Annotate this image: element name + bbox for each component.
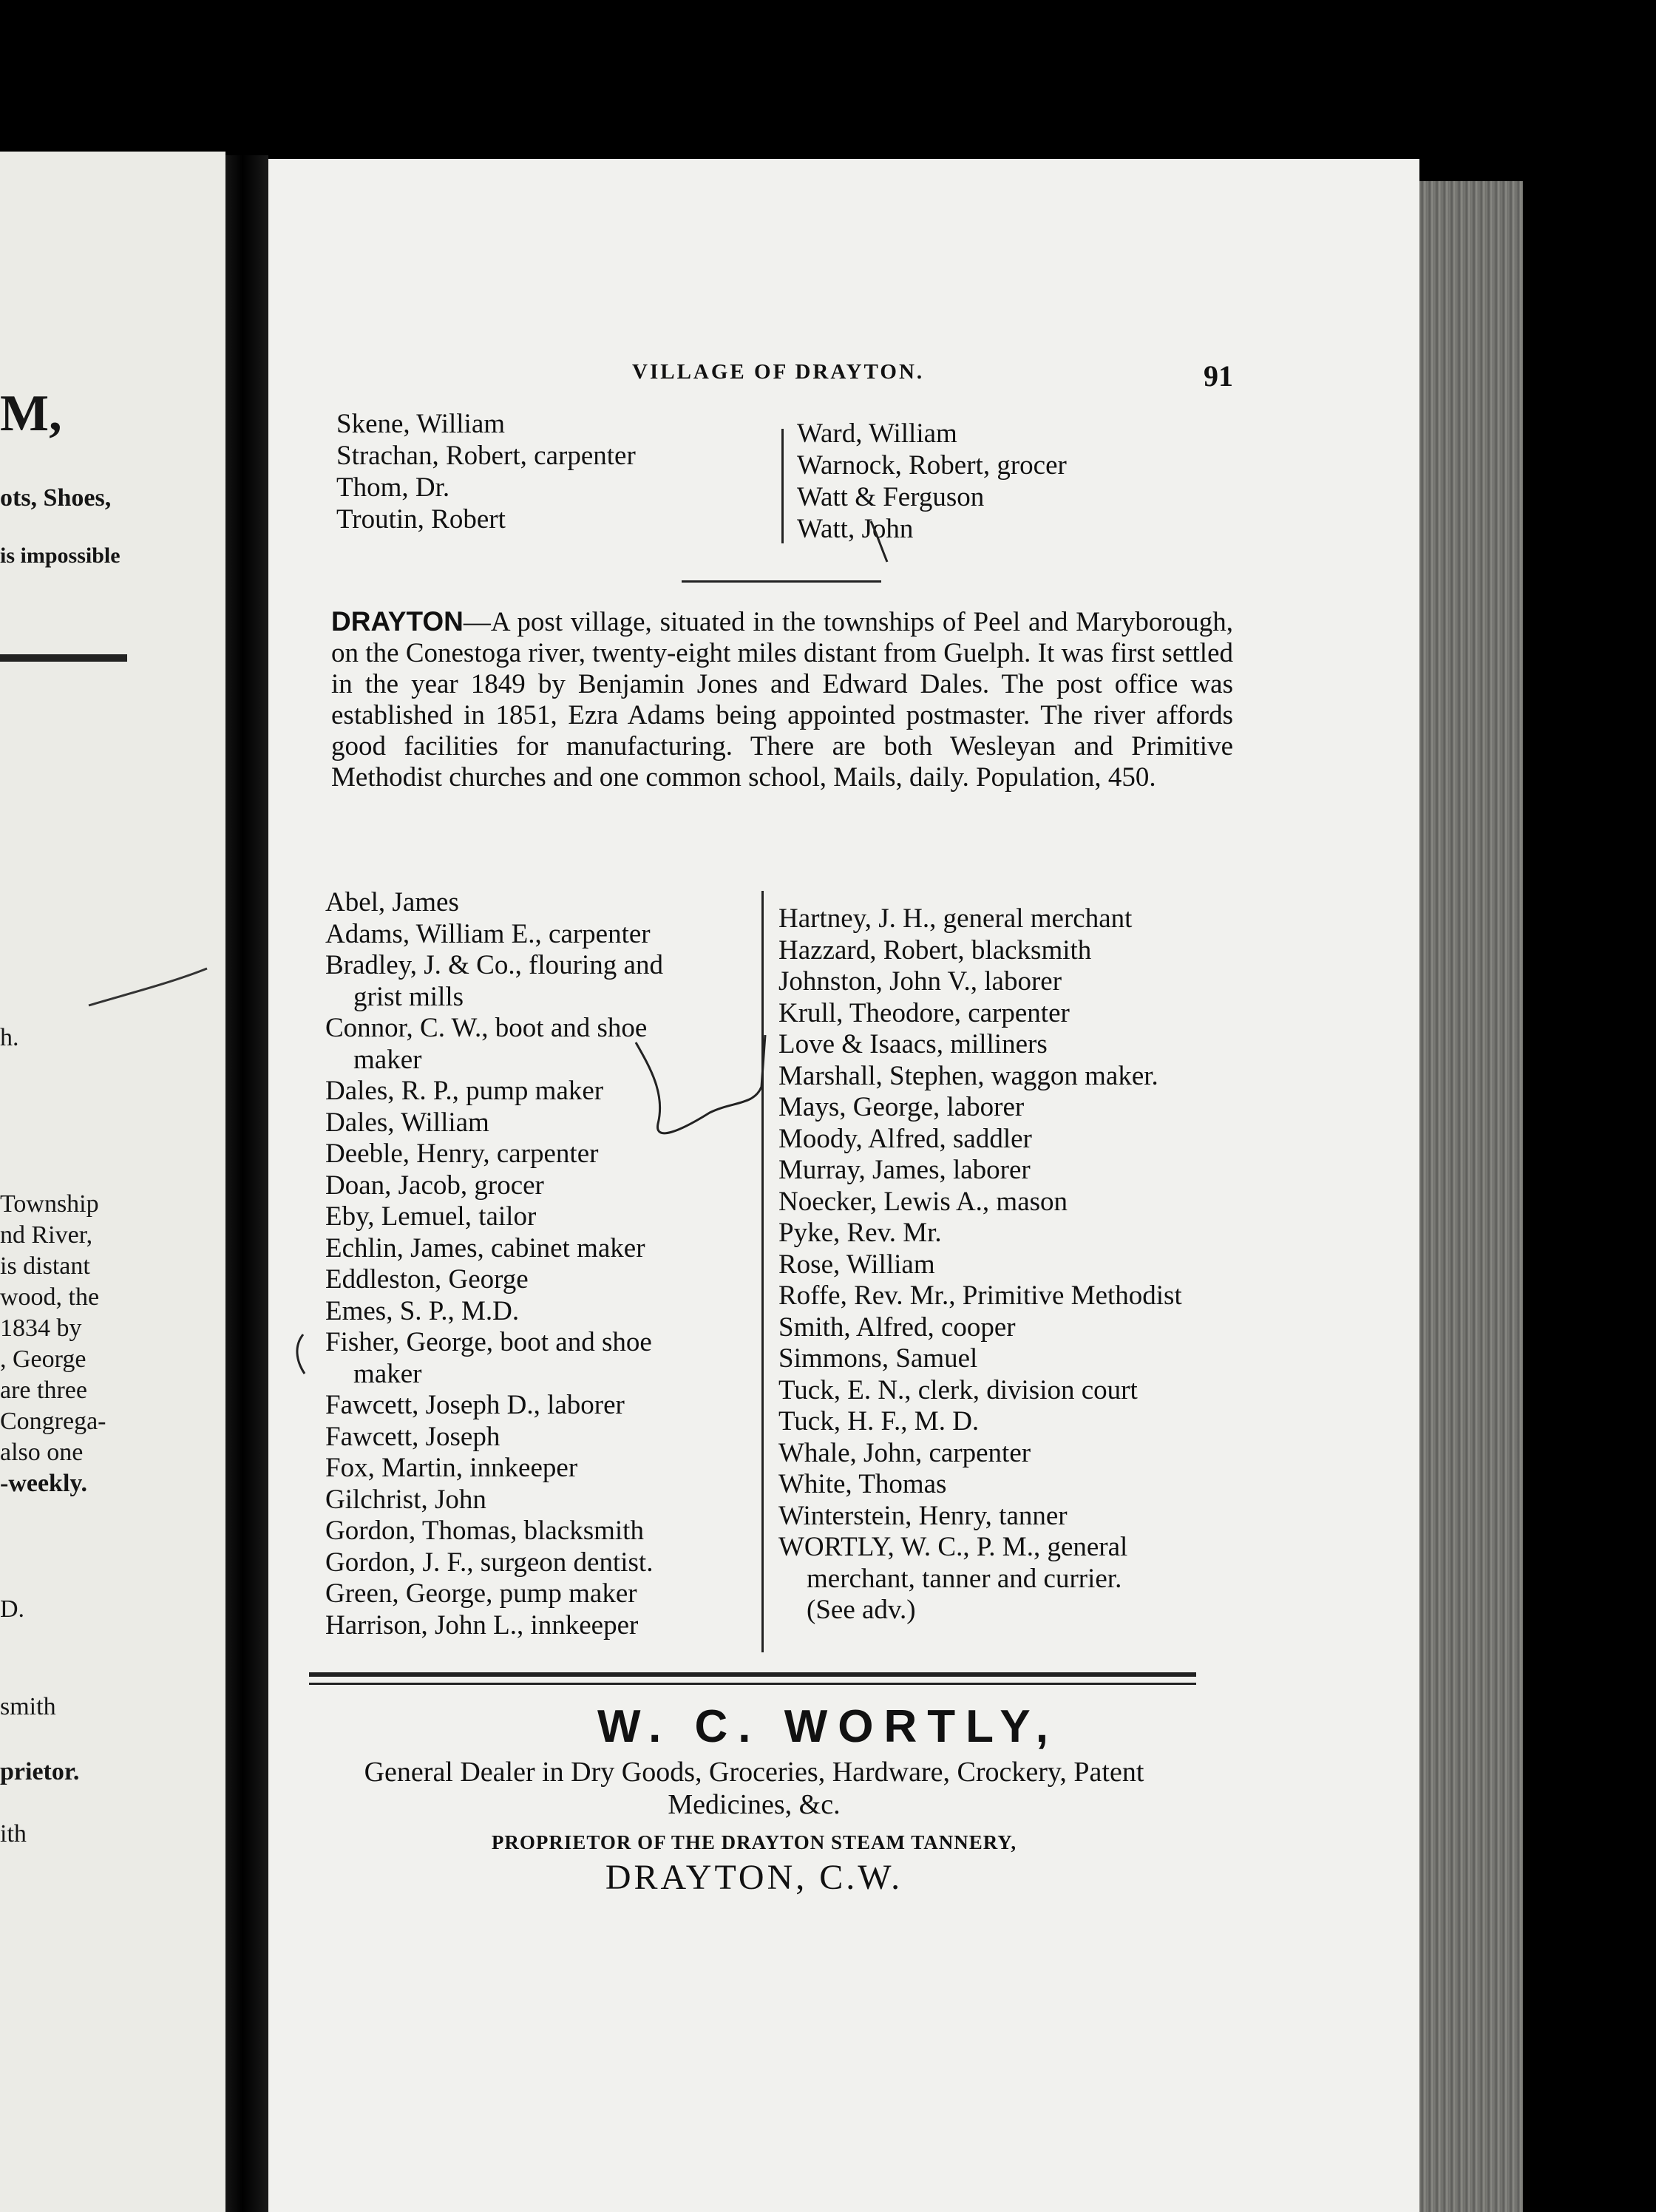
directory-entry: merchant, tanner and currier. [807, 1563, 1122, 1594]
left-fragment: 1834 by [0, 1314, 82, 1342]
directory-entry: Emes, S. P., M.D. [325, 1295, 520, 1326]
left-fragment: are three [0, 1377, 87, 1404]
directory-entry: Abel, James [325, 887, 459, 917]
left-fragment: ots, Shoes, [0, 484, 112, 512]
left-fragment: ith [0, 1820, 27, 1848]
directory-entry: Fox, Martin, innkeeper [325, 1453, 578, 1483]
list-item: Skene, William [336, 409, 506, 439]
ad-business-name: W. C. WORTLY, [597, 1701, 1059, 1752]
left-fragment: is impossible [0, 543, 121, 568]
list-item: Troutin, Robert [336, 504, 506, 535]
directory-entry: Hartney, J. H., general merchant [778, 903, 1133, 934]
left-fragment: Township [0, 1190, 99, 1218]
ad-place: DRAYTON, C.W. [605, 1858, 903, 1897]
directory-entry: Noecker, Lewis A., mason [778, 1186, 1068, 1217]
directory-entry: WORTLY, W. C., P. M., general [778, 1532, 1128, 1562]
ad-line: Medicines, &c. [668, 1789, 841, 1820]
directory-entry: Tuck, H. F., M. D. [778, 1406, 980, 1436]
list-item: Ward, William [797, 418, 957, 449]
pen-mark [871, 521, 887, 562]
directory-entry: Mays, George, laborer [778, 1092, 1025, 1122]
directory-entry: Fisher, George, boot and shoe [325, 1327, 652, 1357]
pen-mark [297, 1334, 305, 1374]
left-fragment: h. [0, 1024, 19, 1051]
left-fragment: M, [0, 385, 62, 442]
directory-entry: Tuck, E. N., clerk, division court [778, 1374, 1138, 1405]
directory-entry: Love & Isaacs, milliners [778, 1029, 1048, 1059]
directory-entry: Murray, James, laborer [778, 1155, 1031, 1185]
directory-entry: Smith, Alfred, cooper [778, 1312, 1016, 1343]
running-header: VILLAGE OF DRAYTON. [632, 360, 925, 384]
directory-entry: Harrison, John L., innkeeper [325, 1609, 639, 1641]
page-number: 91 [1204, 359, 1233, 393]
directory-entry: Fawcett, Joseph D., laborer [325, 1390, 625, 1420]
directory-entry: Johnston, John V., laborer [778, 966, 1062, 997]
directory-entry: Whale, John, carpenter [778, 1437, 1031, 1468]
left-fragment: D. [0, 1595, 25, 1623]
directory-entry: Green, George, pump maker [325, 1578, 637, 1609]
directory-entry: Adams, William E., carpenter [325, 918, 651, 949]
left-fragment: also one [0, 1439, 84, 1466]
directory-entry: Hazzard, Robert, blacksmith [778, 934, 1092, 966]
ad-proprietor: PROPRIETOR OF THE DRAYTON STEAM TANNERY, [491, 1831, 1017, 1853]
left-fragment: is distant [0, 1252, 90, 1280]
list-item: Watt & Ferguson [797, 482, 985, 512]
pen-mark [89, 968, 207, 1005]
directory-entry: Eddleston, George [325, 1264, 529, 1295]
directory-entry: Roffe, Rev. Mr., Primitive Methodist [778, 1280, 1182, 1311]
directory-entry: Pyke, Rev. Mr. [778, 1218, 942, 1248]
directory-entry: Krull, Theodore, carpenter [778, 997, 1070, 1028]
left-fragment: smith [0, 1693, 56, 1720]
directory-entry: Dales, William [325, 1107, 489, 1138]
left-fragment: wood, the [0, 1283, 100, 1311]
directory-entry: Dales, R. P., pump maker [325, 1076, 604, 1106]
directory-entry: Rose, William [778, 1249, 935, 1280]
directory-entry: Gordon, Thomas, blacksmith [325, 1516, 644, 1546]
left-fragment: , George [0, 1346, 86, 1373]
left-fragment: prietor. [0, 1758, 80, 1785]
directory-entry: grist mills [353, 981, 464, 1012]
village-name: DRAYTON [331, 606, 464, 637]
list-item: Thom, Dr. [336, 472, 450, 503]
directory-entry: Moody, Alfred, saddler [778, 1123, 1032, 1154]
directory-entry: White, Thomas [778, 1469, 947, 1499]
directory-entry: Gilchrist, John [325, 1484, 486, 1515]
ad-line: General Dealer in Dry Goods, Groceries, Hardware, Crockery, Patent [364, 1757, 1144, 1788]
left-fragment: nd River, [0, 1221, 93, 1249]
directory-entry: Echlin, James, cabinet maker [325, 1232, 645, 1263]
directory-entry: Bradley, J. & Co., flouring and [325, 950, 663, 980]
directory-entry: Deeble, Henry, carpenter [325, 1139, 599, 1169]
directory-entry: Connor, C. W., boot and shoe [325, 1013, 648, 1043]
directory-entry: Gordon, J. F., surgeon dentist. [325, 1547, 654, 1578]
directory-entry: Simmons, Samuel [778, 1343, 978, 1374]
left-fragment: Congrega- [0, 1408, 106, 1435]
description-text: —A post village, situated in the townships of Peel and Maryborough, on the Conestoga river, twenty-eight miles distant from Guelph. It was first settled in the year 1849 by Benjamin Jones and Edward Dales. The post office was established in 1851, Ezra Adams being appointed postmaster. The river affords good facilities for manufacturing. There are both Wesleyan and Primitive Methodist churches and one common school, Mails, daily. Population, 450. [331, 607, 1233, 793]
pen-mark [636, 1035, 765, 1133]
directory-entry: Winterstein, Henry, tanner [778, 1500, 1068, 1531]
left-fragment: -weekly. [0, 1470, 88, 1497]
directory-entry: Doan, Jacob, grocer [325, 1170, 544, 1201]
list-item: Strachan, Robert, carpenter [336, 441, 636, 471]
directory-entry: Eby, Lemuel, tailor [325, 1201, 537, 1232]
directory-entry: Marshall, Stephen, waggon maker. [778, 1060, 1158, 1091]
directory-entry: (See adv.) [807, 1595, 916, 1625]
list-item: Warnock, Robert, grocer [797, 450, 1067, 481]
directory-entry: maker [353, 1044, 422, 1075]
list-item: Watt, John [797, 514, 914, 544]
directory-entry: Fawcett, Joseph [325, 1421, 500, 1452]
directory-entry: maker [353, 1358, 422, 1389]
